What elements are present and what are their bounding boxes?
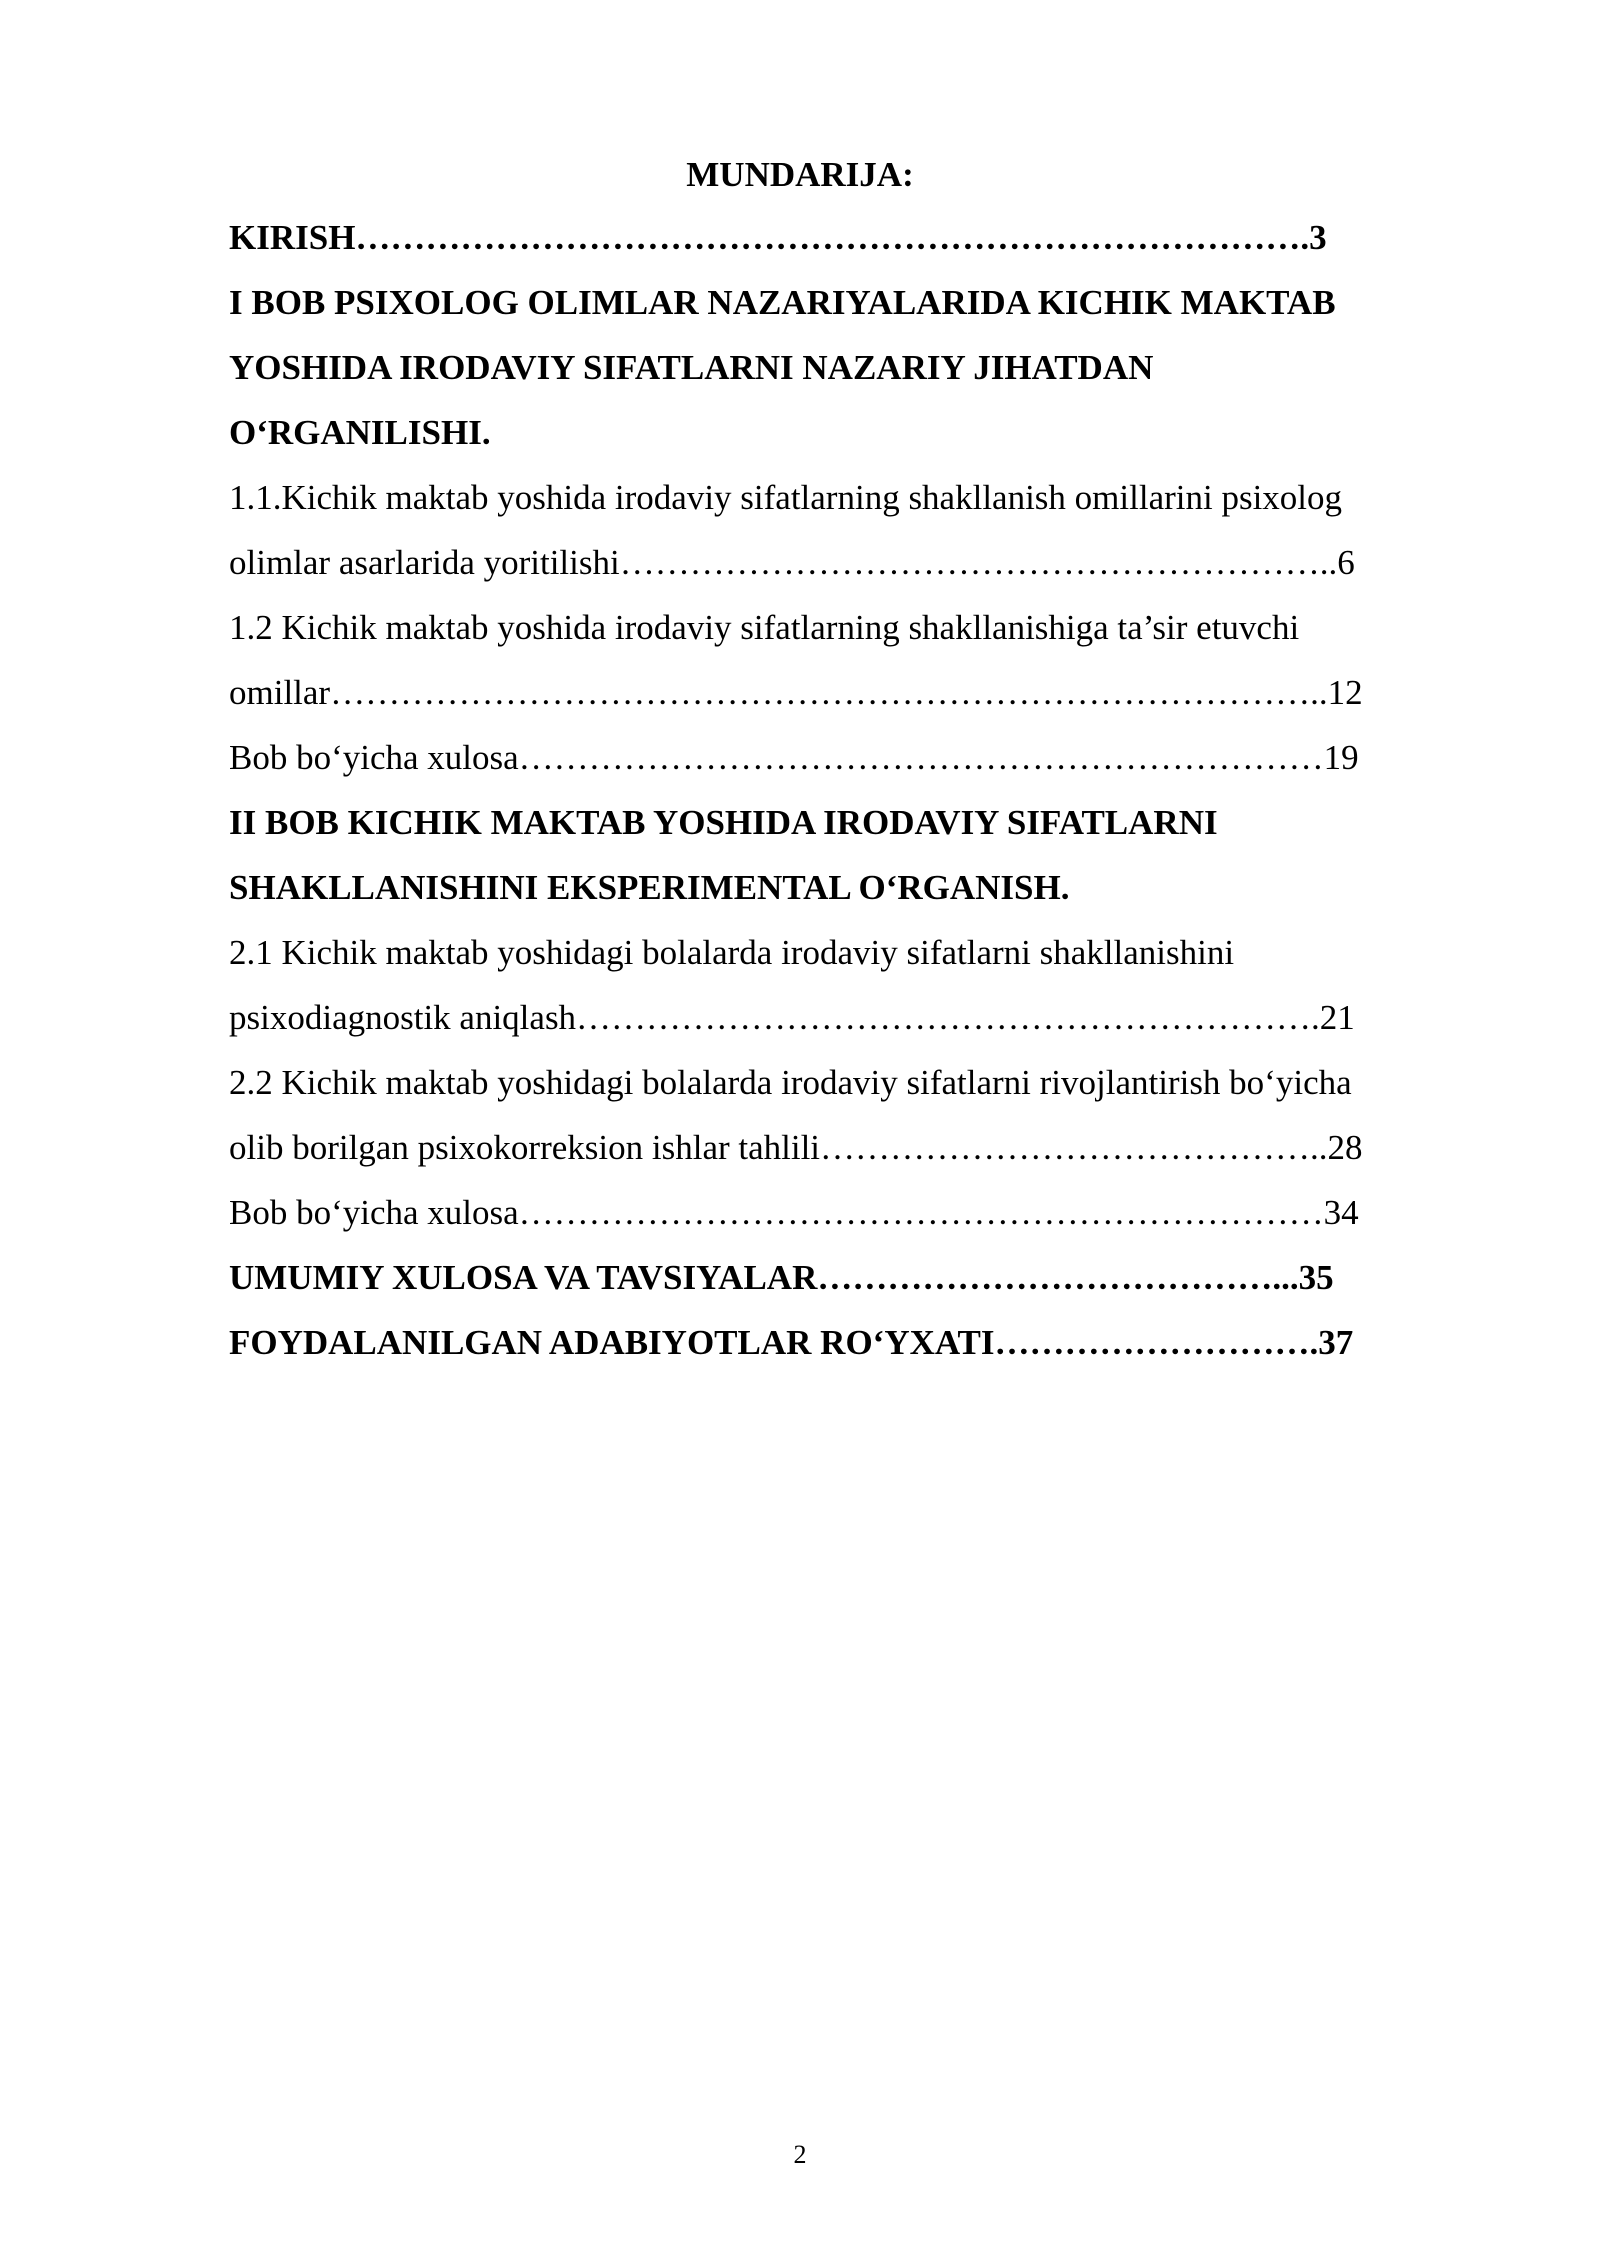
toc-line: UMUMIY XULOSA VA TAVSIYALAR…………………………………...35 [229,1258,1334,1297]
toc-line: O‘RGANILISHI. [229,413,491,452]
toc-line: FOYDALANILGAN ADABIYOTLAR RO‘YXATI……………………….37 [229,1323,1354,1362]
toc-line: Bob bo‘yicha xulosa……………………………………………………………34 [229,1193,1359,1232]
toc-line: SHAKLLANISHINI EKSPERIMENTAL O‘RGANISH. [229,868,1070,907]
toc-line: 2.2 Kichik maktab yoshidagi bolalarda irodaviy sifatlarni rivojlantirish bo‘yicha [229,1063,1352,1102]
toc-line: Bob bo‘yicha xulosa……………………………………………………………19 [229,738,1359,777]
toc-line: 2.1 Kichik maktab yoshidagi bolalarda irodaviy sifatlarni shakllanishini [229,933,1235,972]
table-of-contents [229,205,1489,1375]
toc-line: I BOB PSIXOLOG OLIMLAR NAZARIYALARIDA KICHIK MAKTAB [229,283,1336,322]
toc-line: psixodiagnostik aniqlash……………………………………………………….21 [229,998,1355,1037]
toc-line: KIRISH……………………………………………………………………….3 [229,218,1327,257]
toc-line: omillar…………………………………………………………………………..12 [229,673,1363,712]
page-title: MUNDARIJA: [686,155,914,194]
toc-line: olib borilgan psixokorreksion ishlar tahlili……………………………………..28 [229,1128,1363,1167]
toc-line: 1.1.Kichik maktab yoshida irodaviy sifatlarning shakllanish omillarini psixolog [229,478,1343,517]
toc-line: II BOB KICHIK MAKTAB YOSHIDA IRODAVIY SIFATLARNI [229,803,1218,842]
toc-line: 1.2 Kichik maktab yoshida irodaviy sifatlarning shakllanishiga ta’sir etuvchi [229,608,1300,647]
toc-line: olimlar asarlarida yoritilishi……………………………………………………..6 [229,543,1355,582]
page-number: 2 [793,2140,807,2169]
toc-line: YOSHIDA IRODAVIY SIFATLARNI NAZARIY JIHATDAN [229,348,1154,387]
